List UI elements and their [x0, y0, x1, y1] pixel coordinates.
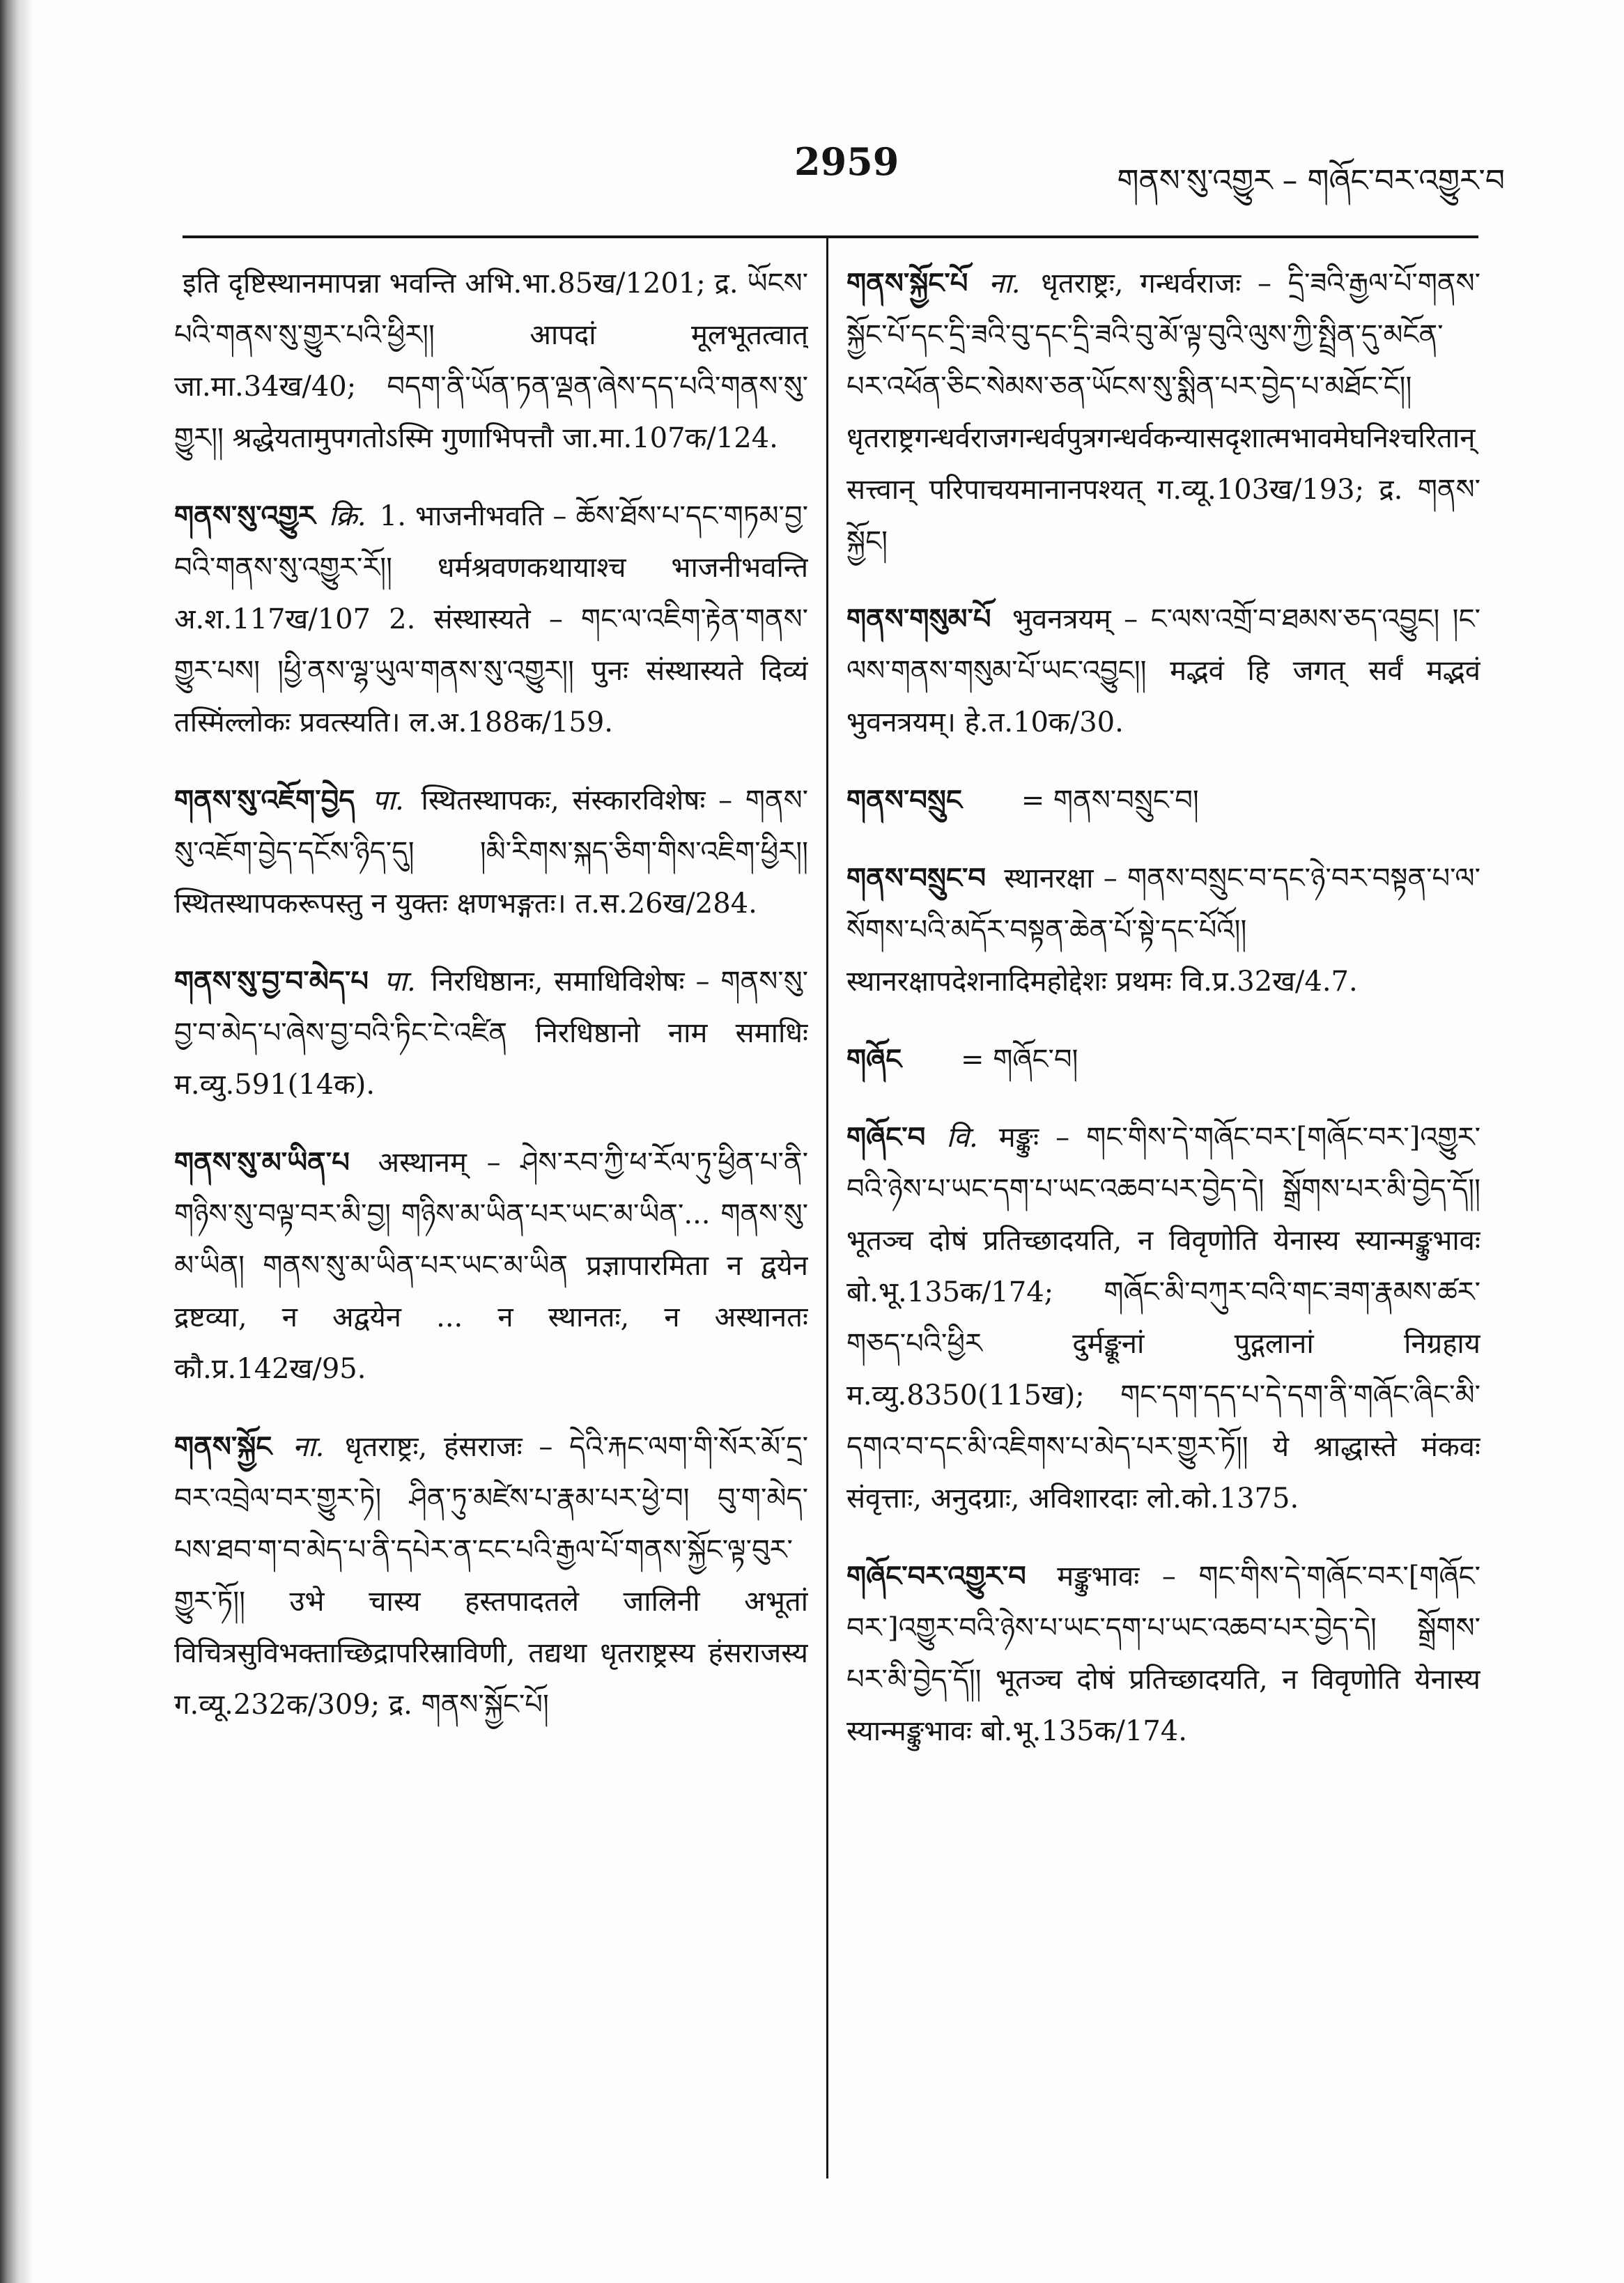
entry-grammar-label: पा. [383, 966, 416, 998]
header-rule [183, 235, 1478, 238]
left-column [174, 258, 808, 2195]
entry-headword: གཞོང་བ [846, 1122, 926, 1154]
running-head: གནས་སུ་འགྱུར – གཞོང་བར་འགྱུར་བ [1117, 163, 1505, 199]
entry-grammar-label: क्रि. [328, 500, 366, 532]
right-column [846, 258, 1480, 2195]
dictionary-entry [174, 1137, 808, 1395]
dictionary-entry [846, 258, 1480, 567]
column-divider [826, 238, 828, 2178]
dictionary-entry [174, 956, 808, 1110]
entry-headword: གནས་སྐྱོང་པོ [846, 268, 968, 300]
entry-grammar-label: ना. [293, 1431, 325, 1463]
book-spine-shadow [0, 0, 33, 2283]
entry-text: मङ्कुभावः – གང་གིས་དེ་གཞོང་བར་[གཞོང་བར་]འགྱུར་བའི་ཉེས་པ་ཡང་དག་པ་ཡང་འཆབ་པར་བྱེད་དེ། སྒྲོགས་པར་མི་བྱེད་དོ།། भूतञ्च दोषं प्रतिच्छादयति, न विवृणोति येनास्य स्यान्मङ्कुभावः बो.भू.135क/174. [846, 1561, 1480, 1747]
entry-headword: གནས་བསྲུང [846, 784, 962, 817]
entry-text: मङ्कुः – གང་གིས་དེ་གཞོང་བར་[གཞོང་བར་]འགྱུར་བའི་ཉེས་པ་ཡང་དག་པ་ཡང་འཆབ་པར་བྱེད་དེ། སྒྲོགས་པར་མི་བྱེད་དོ།། भूतञ्च दोषं प्रतिच्छादयति, न विवृणोति येनास्य स्यान्मङ्कुभावः बो.भू.135क/174; གཞོང་མི་བཀུར་བའི་གང་ཟག་རྣམས་ཚར་གཅད་པའི་ཕྱིར दुर्मङ्कूनां पुद्गलानां निग्रहाय म.व्यु.8350(115ख); གང་དག་དད་པ་དེ་དག་ནི་གཞོང་ཞིང་མི་དགའ་བ་དང་མི་འཇིགས་པ་མེད་པར་གྱུར་ཏོ།། ये श्राद्धास्ते मंकवः संवृत्ताः, अनुदग्राः, अविशारदाः लो.को.1375. [846, 1122, 1480, 1515]
dictionary-entry [846, 853, 1480, 1007]
entry-text: स्थानरक्षा – གནས་བསྲུང་བ་དང་ཉེ་བར་བསྟན་པ་ལ་སོགས་པའི་མདོར་བསྟན་ཆེན་པོ་སྟེ་དང་པོའོ།། स्थानरक्षापदेशनादिमहोद्देशः प्रथमः वि.प्र.32ख/4.7. [846, 862, 1480, 998]
entry-headword: གནས་སུ་འགྱུར [174, 500, 316, 532]
dictionary-entry [846, 1034, 1480, 1085]
dictionary-entry [174, 490, 808, 748]
dictionary-entry [174, 1421, 808, 1731]
entry-text: स्थितस्थापकः, संस्कारविशेषः – གནས་སུ་འཇོག་བྱེད་དངོས་ཉིད་དུ། །མི་རིགས་སྐད་ཅིག་གིས་འཇིག་ཕྱིར།། स्थितस्थापकरूपस्तु न युक्तः क्षणभङ्गतः। त.स.26ख/284. [174, 784, 808, 920]
page-header [766, 125, 1505, 209]
entry-headword: གཞོང་བར་འགྱུར་བ [846, 1561, 1026, 1593]
entry-headword: གཞོང [846, 1044, 902, 1076]
page-number: 2959 [794, 139, 899, 184]
dictionary-entry [174, 258, 808, 464]
entry-text: निरधिष्ठानः, समाधिविशेषः – གནས་སུ་བྱ་བ་མེད་པ་ཞེས་བྱ་བའི་ཏིང་ངེ་འཛིན निरधिष्ठानो नाम समाधिः म.व्यु.591(14क). [174, 966, 808, 1101]
dictionary-entry [846, 1112, 1480, 1524]
entry-headword: གནས་བསྲུང་བ [846, 862, 986, 895]
entry-text: इति दृष्टिस्थानमापन्ना भवन्ति अभि.भा.85ख/1201; द्र. ཡོངས་པའི་གནས་སུ་གྱུར་པའི་ཕྱིར།། आपदां मूलभूतत्वात् जा.मा.34ख/40; བདག་ནི་ཡོན་ཏན་ལྡན་ཞེས་དད་པའི་གནས་སུ་གྱུར།། श्रद्धेयतामुपगतोऽस्मि गुणाभिपत्तौ जा.मा.107क/124. [174, 268, 808, 454]
dictionary-entry [846, 594, 1480, 748]
entry-grammar-label: वि. [946, 1122, 978, 1154]
entry-text: 1. भाजनीभवति – ཆོས་ཐོས་པ་དང་གཏམ་བྱ་བའི་གནས་སུ་འགྱུར་རོ།། धर्मश्रवणकथायाश्च भाजनीभवन्ति अ.श.117ख/107 2. संस्थास्यते – གང་ལ་འཇིག་རྟེན་གནས་གྱུར་པས། །ཕྱི་ནས་ལྷ་ཡུལ་གནས་སུ་འགྱུར།། पुनः संस्थास्यते दिव्यं तस्मिंल्लोकः प्रवत्स्यति। ल.अ.188क/159. [174, 500, 808, 738]
entry-headword: གནས་སྐྱོང [174, 1431, 272, 1463]
entry-headword: གནས་སུ་འཇོག་བྱེད [174, 784, 355, 817]
dictionary-entry [174, 775, 808, 929]
entry-text: भुवनत्रयम् – ང་ལས་འགྲོ་བ་ཐམས་ཅད་འབྱུང། །ང་ལས་གནས་གསུམ་པོ་ཡང་འབྱུང།། मद्भवं हि जगत् सर्वं मद्भवं भुवनत्रयम्। हे.त.10क/30. [846, 603, 1480, 738]
cross-reference: = གནས་བསྲུང་བ། [1021, 784, 1199, 817]
entry-headword: གནས་སུ་བྱ་བ་མེད་པ [174, 966, 369, 998]
cross-reference: = གཞོང་བ། [960, 1044, 1078, 1076]
dictionary-entry [846, 775, 1480, 826]
entry-grammar-label: पा. [372, 784, 404, 817]
dictionary-entry [846, 1551, 1480, 1757]
entry-headword: གནས་གསུམ་པོ [846, 603, 991, 635]
entry-grammar-label: ना. [989, 268, 1021, 300]
entry-text: धृतराष्ट्रः, हंसराजः – དེའི་རྐང་ལག་གི་སོར་མོ་དྲ་བར་འབྲེལ་བར་གྱུར་ཏེ། ཤིན་ཏུ་མཛེས་པ་རྣམ་པར་ཕྱེ་བ། བུ་ག་མེད་པས་ཐབ་ག་བ་མེད་པ་ནི་དཔེར་ན་ངང་པའི་རྒྱལ་པོ་གནས་སྐྱོང་ལྟ་བུར་གྱུར་ཏོ།། उभे चास्य हस्तपादतले जालिनी अभूतां विचित्रसुविभक्ताच्छिद्रापरिस्राविणी, तद्यथा धृतराष्ट्रस्य हंसराजस्य ग.व्यू.232क/309; द्र. གནས་སྐྱོང་པོ། [174, 1431, 808, 1721]
entry-text: धृतराष्ट्रः, गन्धर्वराजः – དྲི་ཟའི་རྒྱལ་པོ་གནས་སྐྱོང་པོ་དང་དྲི་ཟའི་བུ་དང་དྲི་ཟའི་བུ་མོ་ལྟ་བུའི་ལུས་ཀྱི་སྤྲིན་དུ་མངོན་པར་འཕོན་ཅིང་སེམས་ཅན་ཡོངས་སུ་སྨིན་པར་བྱེད་པ་མཐོང་ངོ།། धृतराष्ट्रगन्धर्वराजगन्धर्वपुत्रगन्धर्वकन्यासदृशात्मभावमेघनिश्चरितान् सत्त्वान् परिपाचयमानानपश्यत् ग.व्यू.103ख/193; द्र. གནས་སྐྱོང། [846, 268, 1480, 557]
entry-text: अस्थानम् – ཤེས་རབ་ཀྱི་ཕ་རོལ་ཏུ་ཕྱིན་པ་ནི་གཉིས་སུ་བལྟ་བར་མི་བྱ། གཉིས་མ་ཡིན་པར་ཡང་མ་ཡིན་... གནས་སུ་མ་ཡིན། གནས་སུ་མ་ཡིན་པར་ཡང་མ་ཡིན प्रज्ञापारमिता न द्वयेन द्रष्टव्या, न अद्वयेन ... न स्थानतः, न अस्थानतः कौ.प्र.142ख/95. [174, 1147, 808, 1385]
entry-headword: གནས་སུ་མ་ཡིན་པ [174, 1147, 350, 1179]
